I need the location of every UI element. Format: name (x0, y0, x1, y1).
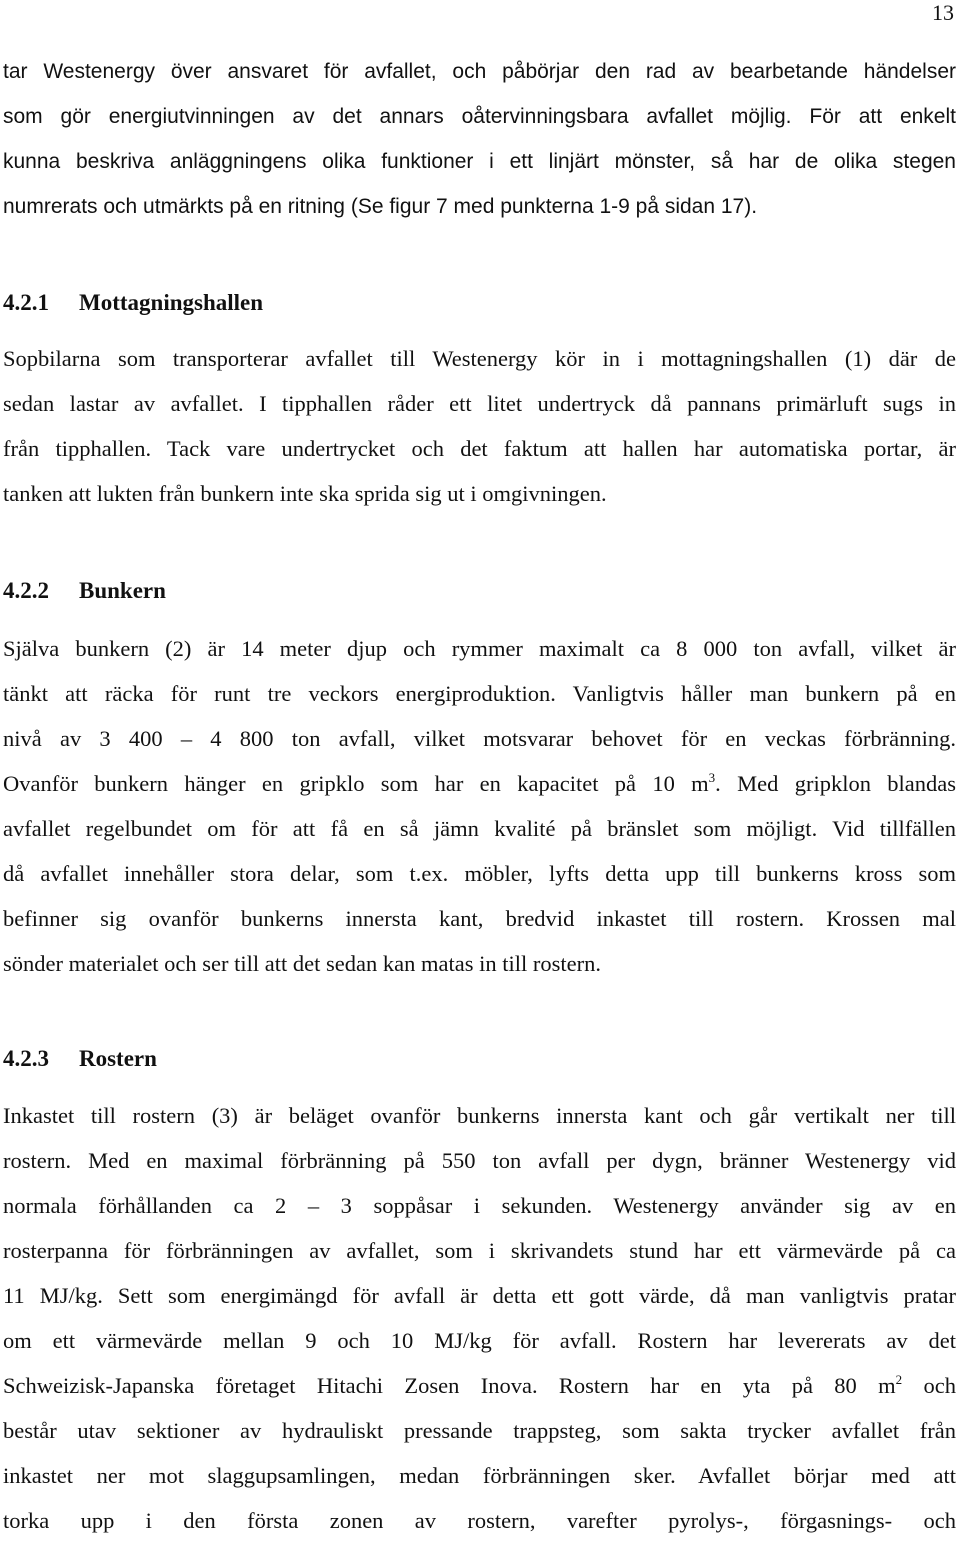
text-line: Sopbilarna som transporterar avfallet till Westenergy kör in i mottagningshallen (1) där de (3, 346, 956, 371)
text-line: rostern. Med en maximal förbränning på 550 ton avfall per dygn, bränner Westenergy vid (3, 1148, 956, 1173)
text-line: då avfallet innehåller stora delar, som t.ex. möbler, lyfts detta upp till bunkerns kross som (3, 861, 956, 886)
section-number: 4.2.1 (3, 290, 49, 315)
section-title: Mottagningshallen (79, 290, 264, 315)
text-line: torka upp i den första zonen av rostern, varefter pyrolys-, förgasnings- och (3, 1508, 956, 1533)
text-line: tanken att lukten från bunkern inte ska sprida sig ut i omgivningen. (3, 481, 607, 506)
section-number: 4.2.2 (3, 578, 49, 603)
section-heading-4-2-3 (3, 1039, 157, 1079)
text-line: som gör energiutvinningen av det annars oåtervinningsbara avfallet möjlig. För att enkelt (3, 105, 956, 128)
text-segment: Ovanför bunkern hänger en gripklo som har en kapacitet på 10 m (3, 771, 709, 796)
superscript: 2 (895, 1372, 903, 1387)
text-line: normala förhållanden ca 2 – 3 soppåsar i sekunden. Westenergy använder sig av en (3, 1193, 956, 1218)
text-segment: . Med gripklon blandas (715, 771, 956, 796)
text-line: rosterpanna för förbränningen av avfallet, som i skrivandets stund har ett värmevärde på ca (3, 1238, 956, 1263)
text-line (3, 761, 956, 806)
intro-paragraph (3, 49, 956, 229)
paragraph-mottagningshallen (3, 336, 956, 516)
text-line: sedan lastar av avfallet. I tipphallen råder ett litet undertryck då pannans primärluft sugs in (3, 391, 956, 416)
text-line: nivå av 3 400 – 4 800 ton avfall, vilket motsvarar behovet för en veckas förbränning. (3, 726, 956, 751)
text-line: 11 MJ/kg. Sett som energimängd för avfall är detta ett gott värde, då man vanligtvis pratar (3, 1283, 956, 1308)
page-number: 13 (932, 0, 954, 25)
text-line: Själva bunkern (2) är 14 meter djup och rymmer maximalt ca 8 000 ton avfall, vilket är (3, 636, 956, 661)
text-line: numrerats och utmärkts på en ritning (Se figur 7 med punkterna 1-9 på sidan 17). (3, 195, 758, 218)
text-line: om ett värmevärde mellan 9 och 10 MJ/kg för avfall. Rostern har levererats av det (3, 1328, 956, 1353)
text-line: kunna beskriva anläggningens olika funktioner i ett linjärt mönster, så har de olika stegen (3, 150, 956, 173)
paragraph-rostern (3, 1093, 956, 1543)
text-line (3, 1363, 956, 1408)
text-line: tänkt att räcka för runt tre veckors energiproduktion. Vanligtvis håller man bunkern på en (3, 681, 956, 706)
text-segment: och (902, 1373, 956, 1398)
superscript: 3 (708, 770, 716, 785)
text-line: avfallet regelbundet om för att få en så jämn kvalité på bränslet som möjligt. Vid tillfällen (3, 816, 956, 841)
text-line: från tipphallen. Tack vare undertrycket och det faktum att hallen har automatiska portar, är (3, 436, 956, 461)
text-line: Inkastet till rostern (3) är beläget ovanför bunkerns innersta kant och går vertikalt ner till (3, 1103, 956, 1128)
text-line: består utav sektioner av hydrauliskt pressande trappsteg, som sakta trycker avfallet från (3, 1418, 956, 1443)
paragraph-bunkern (3, 626, 956, 986)
text-line: sönder materialet och ser till att det sedan kan matas in till rostern. (3, 951, 601, 976)
text-line: befinner sig ovanför bunkerns innersta kant, bredvid inkastet till rostern. Krossen mal (3, 906, 956, 931)
section-heading-4-2-1 (3, 283, 263, 323)
text-segment: Schweizisk-Japanska företaget Hitachi Zosen Inova. Rostern har en yta på 80 m (3, 1373, 896, 1398)
text-line: inkastet ner mot slaggupsamlingen, medan förbränningen sker. Avfallet börjar med att (3, 1463, 956, 1488)
text-line: tar Westenergy över ansvaret för avfallet, och påbörjar den rad av bearbetande händelser (3, 60, 956, 83)
section-number: 4.2.3 (3, 1046, 49, 1071)
section-heading-4-2-2 (3, 571, 166, 611)
section-title: Bunkern (79, 578, 166, 603)
section-title: Rostern (79, 1046, 157, 1071)
